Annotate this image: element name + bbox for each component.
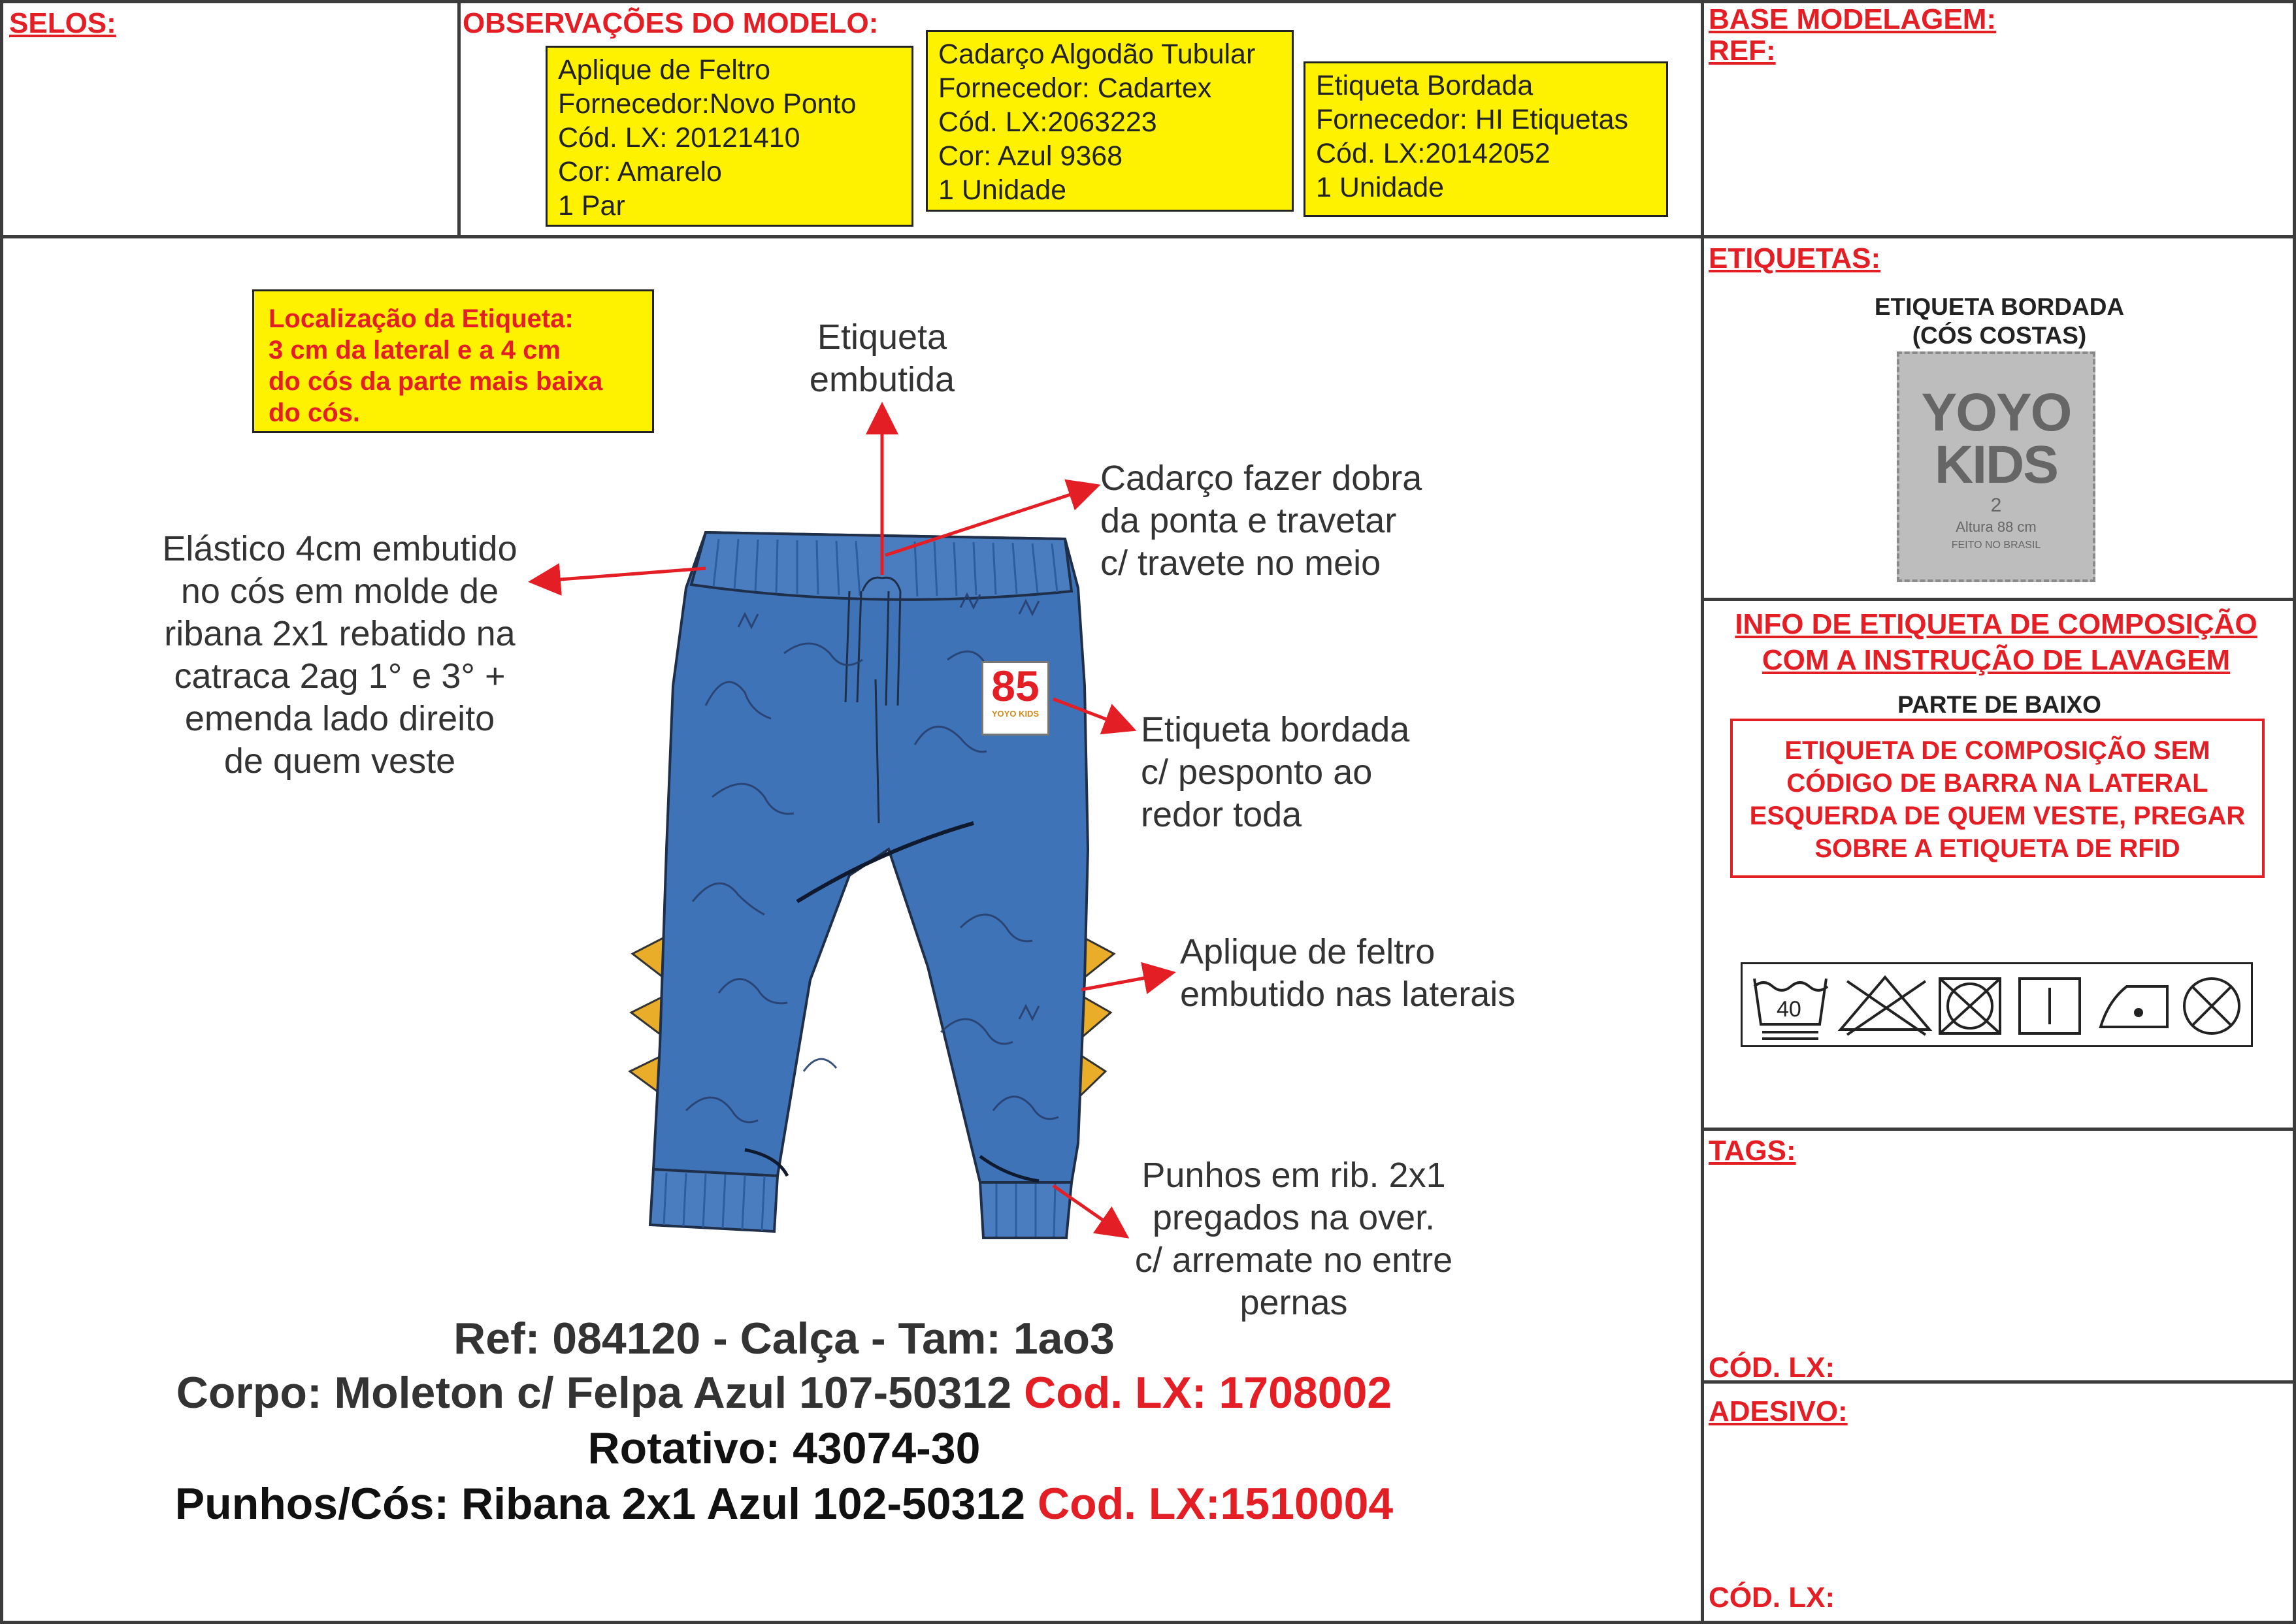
product-punhos-cod: Cod. LX:1510004 [1037,1479,1394,1529]
material-line: 1 Unidade [938,174,1067,206]
product-corpo: Corpo: Moleton c/ Felpa Azul 107-50312 [176,1368,1012,1418]
composition-line: ETIQUETA DE COMPOSIÇÃO SEM [1784,736,2210,765]
selos-header: SELOS: [9,7,116,39]
material-line: Cód. LX:2063223 [938,106,1157,138]
etiquetas-header: ETIQUETAS: [1709,242,1881,274]
callout-line: ribana 2x1 rebatido na [164,614,516,653]
pants-body [653,532,1088,1182]
product-ref: Ref: 084120 - Calça - Tam: 1ao3 [453,1314,1115,1363]
label-brand-line: YOYO [1921,383,2071,442]
product-corpo-cod: Cod. LX: 1708002 [1024,1368,1392,1418]
composition-line: SOBRE A ETIQUETA DE RFID [1814,834,2180,863]
callout-line: c/ pesponto ao [1141,753,1373,792]
material-line: Cadarço Algodão Tubular [938,39,1256,70]
material-line: Fornecedor: Cadartex [938,73,1212,104]
location-line: 3 cm da lateral e a 4 cm [269,336,561,365]
product-ref-line [98,1313,1470,1364]
drip-dry-icon [2020,979,2080,1033]
location-line: do cós. [269,398,361,427]
callout-line: Etiqueta [817,317,947,357]
info-header-line2: COM A INSTRUÇÃO DE LAVAGEM [1762,644,2231,676]
callout-line: pernas [1239,1283,1348,1322]
callout-line: embutida [809,360,955,399]
base-modelagem-header: BASE MODELAGEM: [1709,3,1996,35]
arrow-aplique [1081,973,1170,990]
callout-line: no cós em molde de [180,572,499,611]
composition-subtitle: PARTE DE BAIXO [1897,691,2101,718]
material-line: Aplique de Feltro [558,54,771,86]
callout-line: c/ arremate no entre [1134,1241,1453,1280]
product-corpo-line [98,1367,1470,1418]
location-line: do cós da parte mais baixa [269,367,603,396]
material-line: 1 Par [558,190,625,221]
adesivo-header: ADESIVO: [1709,1395,1848,1427]
material-line: Fornecedor: HI Etiquetas [1316,104,1629,135]
info-header-line1: INFO DE ETIQUETA DE COMPOSIÇÃO [1735,608,2257,640]
product-punhos: Punhos/Cós: Ribana 2x1 Azul 102-50312 [174,1479,1026,1529]
arrow-elastico [534,568,706,581]
product-rotativo: Rotativo: 43074-30 [587,1423,981,1473]
label-brand-line: KIDS [1935,435,2058,495]
tags-cod-lx: CÓD. LX: [1709,1352,1835,1384]
left-cuff [650,1169,778,1231]
material-line: Cód. LX: 20121410 [558,122,800,154]
label-height: Altura 88 cm [1956,519,2037,535]
observacoes-header: OBSERVAÇÕES DO MODELO: [463,7,879,39]
composition-note-box [1730,719,2265,878]
callout-line: catraca 2ag 1° e 3° + [174,657,506,696]
material-line: 1 Unidade [1316,172,1445,203]
composition-line: ESQUERDA DE QUEM VESTE, PREGAR [1749,802,2246,830]
woven-label-sample [1897,351,2095,582]
material-line: Etiqueta Bordada [1316,70,1533,101]
location-line: Localização da Etiqueta: [269,304,574,333]
material-line: Cor: Amarelo [558,156,722,187]
callout-line: embutido nas laterais [1180,975,1516,1014]
material-line: Cor: Azul 9368 [938,140,1123,172]
callout-line: Etiqueta bordada [1141,710,1410,749]
divider-etiquetas [1701,598,2296,601]
callout-line: Cadarço fazer dobra [1100,459,1422,498]
composition-line: CÓDIGO DE BARRA NA LATERAL [1786,769,2208,798]
adesivo-cod-lx: CÓD. LX: [1709,1582,1835,1614]
callout-line: c/ travete no meio [1100,544,1381,583]
patch-brand: YOYO KIDS [991,709,1040,719]
embroidered-patch [981,661,1049,736]
divider-info [1701,1128,2296,1131]
label-title-line: (CÓS COSTAS) [1912,322,2087,349]
callout-line: de quem veste [223,741,456,781]
label-panel-title [1764,293,2235,350]
no-dry-clean-icon [2184,979,2239,1033]
no-tumble-dry-icon [1940,979,2000,1033]
callout-line: Aplique de feltro [1180,932,1435,971]
tags-header: TAGS: [1709,1135,1796,1167]
ref-header: REF: [1709,35,1776,67]
iron-low-icon [2101,986,2167,1027]
callout-line: da ponta e travetar [1100,501,1397,540]
label-made-in: FEITO NO BRASIL [1951,540,2041,551]
wash-temp: 40 [1777,997,1801,1022]
callout-line: pregados na over. [1152,1198,1435,1237]
label-title-line: ETIQUETA BORDADA [1874,293,2125,320]
no-bleach-icon [1841,977,1929,1035]
care-icons-strip [1741,962,2253,1047]
callout-line: Elástico 4cm embutido [162,529,517,568]
material-line: Fornecedor:Novo Ponto [558,88,857,120]
callout-line: Punhos em rib. 2x1 [1141,1156,1446,1195]
label-size: 2 [1990,495,2002,516]
callout-line: emenda lado direito [184,699,495,738]
material-line: Cód. LX:20142052 [1316,138,1550,169]
patch-number: 85 [991,662,1040,710]
callout-line: redor toda [1141,795,1302,834]
product-punhos-line [98,1478,1470,1529]
product-rotativo-line [98,1423,1470,1474]
